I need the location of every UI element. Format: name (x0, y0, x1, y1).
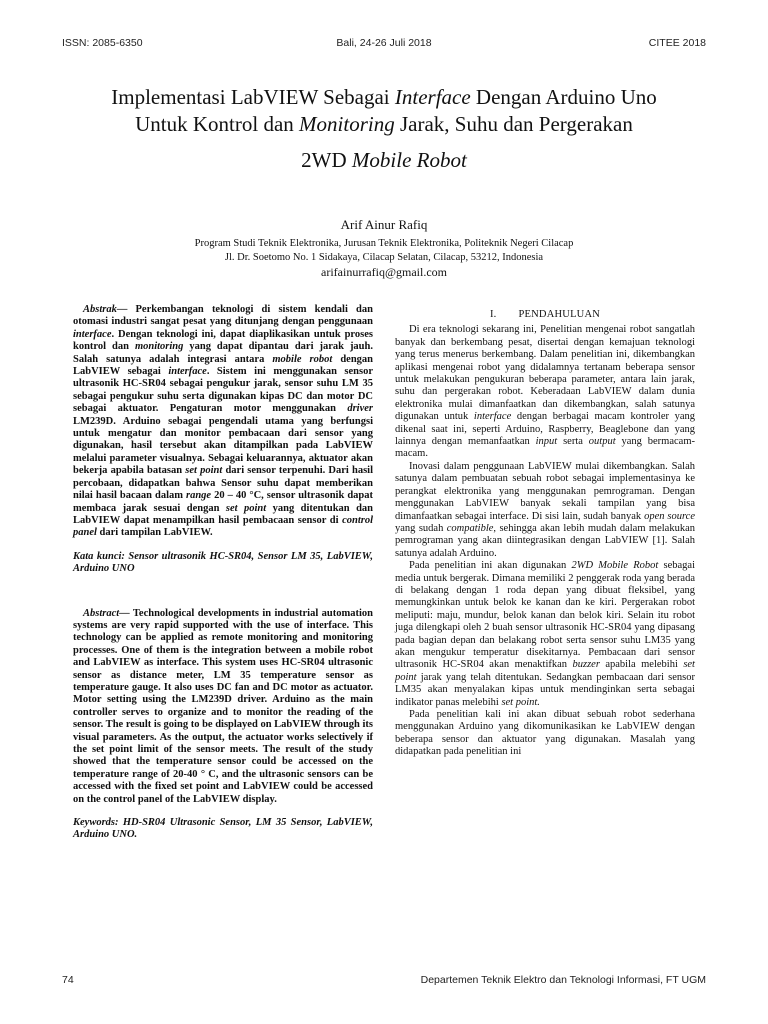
intro-paragraph-3: Pada penelitian ini akan digunakan 2WD Mobile Robot sebagai media untuk bergerak. Dimana memiliki 2 penggerak roda yang berada di belakang dengan 1 roda depan yang dibuat fleksibel, yang memungkinkan untuk belok ke kanan dan ke kiri. Pergerakan robot meliputi: maju, mundur, belok kanan dan belok kiri. Selain itu robot juga dilengkapi oleh 2 buah sensor ultrasonik HC-SR04 yang dipasang pada bagian depan dan belakang robot serta sensor suhu LM35 yang akan mengukur temperatur disekitarnya. Pembacaan dari sensor ultrasonik HC-SR04 akan menaktifkan buzzer apabila melebihi set point jarak yang telah ditentukan. Sedangkan pembacaan dari sensor LM35 akan menyalakan kipas untuk mendinginkan serta sebagai indikator panas melebihi set point. (395, 560, 695, 708)
author-affiliation: Program Studi Teknik Elektronika, Jurusan Teknik Elektronika, Politeknik Negeri Cilacap (194, 238, 574, 249)
title-line-1: Implementasi LabVIEW Sebagai Interface Dengan Arduino Uno (111, 85, 657, 109)
running-header (62, 37, 706, 51)
abstrak-paragraph: Abstrak— Perkembangan teknologi di sistem kendali dan otomasi industri sangat pesat yang ditunjang dengan penggunaan interface. Dengan teknologi ini, dapat diaplikasikan untuk proses kontrol dan monitoring yang dapat dipantau dari jarak jauh. Salah satunya adalah integrasi antara mobile robot dengan LabVIEW sebagai interface. Sistem ini menggunakan sensor ultrasonik HC-SR04 sebagai pengukur jarak, sensor suhu LM 35 sebagai pengukur suhu serta digunakan kipas DC dan motor DC sebagai aktuator. Pengaturan motor menggunakan driver LM239D. Arduino sebagai pengendali utama yang berfungsi untuk mengatur dan monitor pembacaan dari sensor yang digunakan, hasil tersebut akan ditampilkan pada LabVIEW melalui parameter visualnya. Sebagai keluarannya, aktuator akan bekerja apabila batasan set point dari sensor terpenuhi. Dari hasil percobaan, didapatkan bahwa Sensor suhu dapat memberikan nilai hasil bacaan dalam range 20 – 40 °C, sensor ultrasonik dapat membaca jarak sesuai dengan set point yang ditentukan dan LabVIEW dapat menampilkan hasil pembacaan sensor di control panel dari tampilan LabVIEW. (73, 304, 374, 539)
page-number: 74 (62, 974, 74, 986)
abstract-en-paragraph: Abstract— Technological developments in industrial automation systems are very rapid supported with the use of interface. This technology can be applied as remote monitoring and monitoring processes. One of them is the integration between a mobile robot and LabVIEW as interface. This system uses HC-SR04 ultrasonic sensor as distance meter, LM 35 temperature sensor as temperature gauge. It also uses DC fan and DC motor as actuator. Motor setting using the LM239D driver. Arduino as the main controller serves to organize and to monitor the reading of the sensor. The result is going to be displayed on LabVIEW through its visual parameters. As the output, the actuator works selectively if the set point limit of the sensor meets. The result of the study showed that the temperature sensor could be accessed on the temperature range of 20-40 ° C, and the ultrasonic sensors can be accessed with the fixed set point and LabVIEW could be accessed on the control panel of the LabVIEW display. (73, 607, 373, 805)
section-number: I. (489, 309, 497, 320)
abstract-en-label: Abstract (83, 607, 120, 619)
intro-paragraph-4: Pada penelitian kali ini akan dibuat sebuah robot sederhana menggunakan Arduino yang dikomunikasikan ke LabVIEW dengan beberapa sensor dan aktuator yang digunakan. Masalah yang didapatkan pada penelitian ini (395, 709, 695, 758)
author-name: Arif Ainur Rafiq (340, 217, 428, 232)
abstrak-label: Abstrak (83, 304, 117, 315)
author-block (62, 217, 706, 280)
author-address: Jl. Dr. Soetomo No. 1 Sidakaya, Cilacap Selatan, Cilacap, 53212, Indonesia (224, 251, 544, 263)
running-footer (62, 974, 706, 988)
intro-paragraph-2: Inovasi dalam penggunaan LabVIEW mulai dikembangkan. Salah satunya dalam pembuatan sebuah robot sebagai implementasinya ke perangkat elektronika yang menggunakan pemrograman. Dengan menggunakan LabVIEW banyak sekali tampilan yang bisa dimanfaatkan sebagai interface. Di sisi lain, sudah banyak open source yang sudah compatible, sehingga akan lebih mudah dalam melakukan pemrograman yang akan diintegrasikan dengan LabVIEW [1]. Salah satunya adalah Arduino. (395, 460, 696, 559)
title-line-2: Untuk Kontrol dan Monitoring Jarak, Suhu dan Pergerakan (135, 112, 633, 136)
right-column (395, 304, 695, 759)
section-heading-pendahuluan (395, 309, 695, 321)
title-line-3: 2WD Mobile Robot (301, 148, 467, 172)
conference-label: CITEE 2018 (648, 37, 706, 49)
institution-label: Departemen Teknik Elektro dan Teknologi Informasi, FT UGM (420, 974, 706, 986)
event-date-label: Bali, 24-26 Juli 2018 (336, 37, 432, 49)
left-column (73, 304, 373, 842)
issn-label: ISSN: 2085-6350 (62, 37, 143, 49)
author-email[interactable]: arifainurrafiq@gmail.com (321, 265, 447, 279)
section-title: PENDAHULUAN (518, 309, 601, 320)
paper-title (62, 84, 706, 174)
intro-paragraph-1: Di era teknologi sekarang ini, Penelitian mengenai robot sangatlah banyak dan berkembang pesat, disertai dengan kemajuan teknologi yang terus menerus berkembang. Dalam penelitian ini, dikembangkan aplikasi mengenai robot yang didalamnya tertanam beberapa sensor untuk melakukan pengukuran beberapa parameter, antara lain jarak, suhu dan pergerakan robot. Keberadaan LabVIEW dalam dunia elektronika mulai dimanfaatkan dan dikembangkan, salah satunya digunakan untuk interface dengan berbagai macam kontroler yang dikenal saat ini, seperti Arduino, Raspberry, Beaglebone dan yang lainnya dengan memanfaatkan input serta output yang bermacam-macam. (395, 324, 696, 460)
kata-kunci: Kata kunci: Sensor ultrasonik HC-SR04, Sensor LM 35, LabVIEW, Arduino UNO (73, 550, 373, 575)
keywords-en: Keywords: HD-SR04 Ultrasonic Sensor, LM 35 Sensor, LabVIEW, Arduino UNO. (73, 817, 373, 841)
